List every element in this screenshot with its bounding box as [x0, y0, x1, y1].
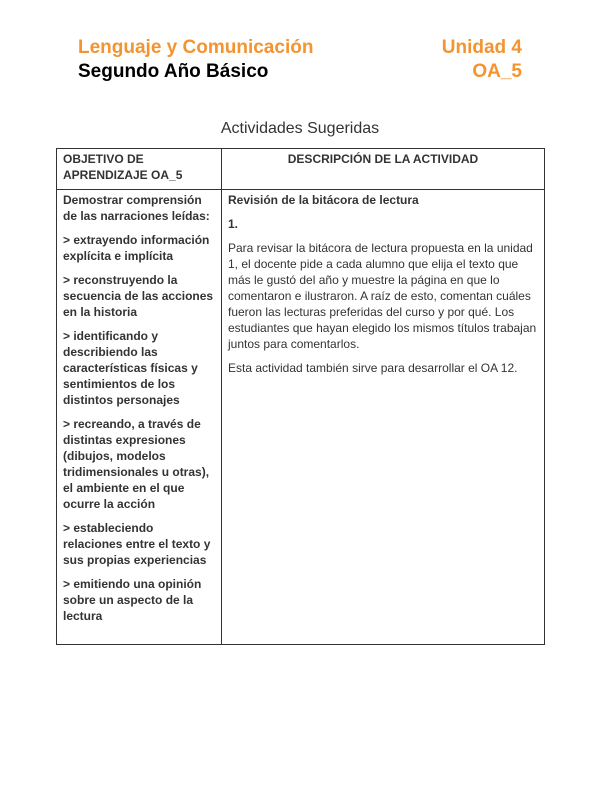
header-right	[442, 36, 522, 84]
activity-note: Esta actividad también sirve para desarrollar el OA 12.	[228, 361, 518, 375]
objective-code: OA_5	[472, 61, 522, 82]
activity-paragraph: Para revisar la bitácora de lectura propuesta en la unidad 1, el docente pide a cada alumno que elija el texto que más le gustó del año y muestre la página en que lo comentaron e ilustraron. A raíz de esto, comentan cuáles fueron las lecturas preferidas del curso y por qué. Los estudiantes que hayan elegido los mismos títulos trabajan juntos para comentarlos.	[228, 241, 537, 351]
table-header-row	[57, 149, 545, 190]
objective-column-header: OBJETIVO DE APRENDIZAJE OA_5	[57, 149, 222, 190]
objective-item: Demostrar comprensión de las narraciones leídas:	[63, 193, 210, 223]
activities-table	[56, 148, 545, 645]
activity-cell	[222, 190, 545, 645]
activity-title: Revisión de la bitácora de lectura	[228, 193, 419, 207]
objective-item: > recreando, a través de distintas expresiones (dibujos, modelos tridimensionales u otras), el ambiente en el que ocurre la acción	[63, 417, 210, 511]
table-row	[57, 190, 545, 645]
objective-item: > estableciendo relaciones entre el texto y sus propias experiencias	[63, 521, 211, 567]
section-title: Actividades Sugeridas	[220, 120, 380, 137]
objective-item: > emitiendo una opinión sobre un aspecto de la lectura	[63, 577, 202, 623]
grade-title: Segundo Año Básico	[78, 61, 269, 82]
objective-item: > identificando y describiendo las características físicas y sentimientos de los distintos personajes	[63, 329, 198, 407]
activity-number: 1.	[228, 217, 239, 231]
unit-label: Unidad 4	[441, 37, 522, 58]
objective-item: > extrayendo información explícita e implícita	[63, 233, 210, 263]
header-left	[78, 36, 313, 84]
objective-item: > reconstruyendo la secuencia de las acciones en la historia	[63, 273, 214, 319]
subject-title: Lenguaje y Comunicación	[78, 37, 314, 58]
activity-column-header: DESCRIPCIÓN DE LA ACTIVIDAD	[222, 149, 545, 190]
objectives-cell	[57, 190, 222, 645]
